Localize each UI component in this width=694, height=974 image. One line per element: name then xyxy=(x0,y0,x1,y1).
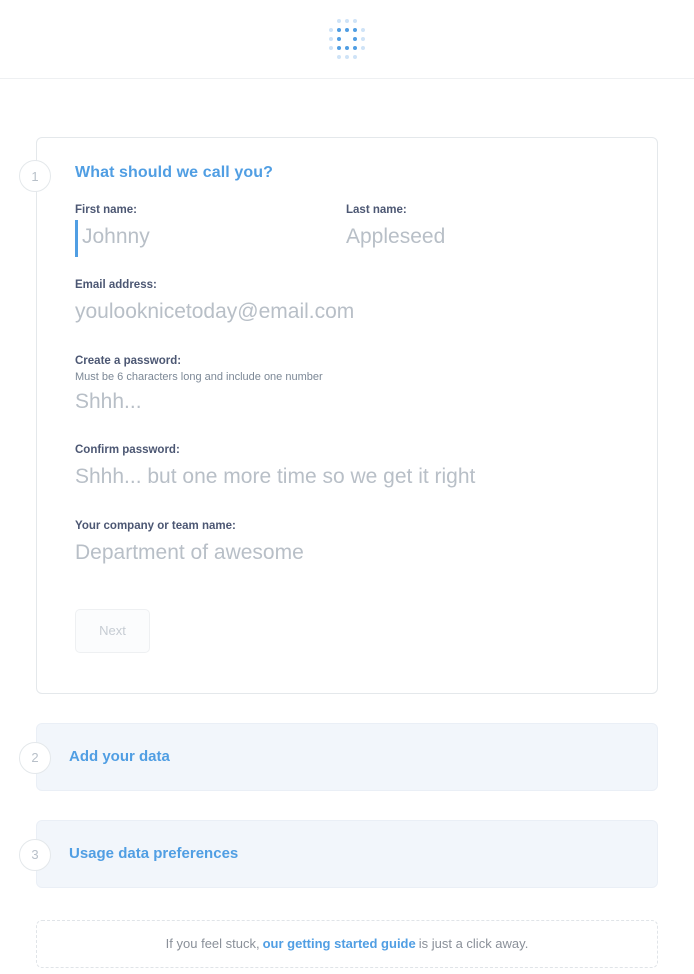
step-3-card[interactable] xyxy=(31,820,658,888)
help-text-before: If you feel stuck, xyxy=(165,936,260,952)
company-label: Your company or team name: xyxy=(75,519,236,532)
confirm-password-label: Confirm password: xyxy=(75,444,180,457)
step-1-title: What should we call you? xyxy=(75,164,273,181)
last-name-field xyxy=(346,204,617,257)
next-button[interactable]: Next xyxy=(75,609,150,653)
metabase-logo-icon xyxy=(327,17,367,61)
step-2-card[interactable] xyxy=(31,723,658,791)
setup-content xyxy=(0,137,694,968)
email-field xyxy=(75,279,617,332)
password-input[interactable] xyxy=(75,385,617,422)
confirm-password-field xyxy=(75,444,617,497)
company-field xyxy=(75,520,617,573)
last-name-input[interactable] xyxy=(346,220,617,257)
email-input[interactable] xyxy=(75,295,617,332)
first-name-label: First name: xyxy=(75,204,137,216)
step-2-title: Add your data xyxy=(69,748,170,766)
step-3-title: Usage data preferences xyxy=(69,845,239,863)
step-1-card xyxy=(31,137,658,694)
first-name-input[interactable] xyxy=(75,220,324,257)
first-name-field xyxy=(75,204,324,257)
confirm-password-input[interactable] xyxy=(75,460,617,497)
password-label: Create a password: xyxy=(75,354,182,367)
password-field xyxy=(75,355,617,422)
password-hint: Must be 6 characters long and include one number xyxy=(75,370,323,383)
email-label: Email address: xyxy=(75,279,157,292)
getting-started-guide-link[interactable]: our getting started guide xyxy=(262,936,416,952)
step-2-badge: 2 xyxy=(19,742,51,774)
company-input[interactable] xyxy=(75,536,617,573)
app-header xyxy=(0,0,694,79)
help-footer xyxy=(36,920,658,968)
last-name-label: Last name: xyxy=(346,204,407,216)
step-1-badge: 1 xyxy=(19,160,51,192)
step-3-badge: 3 xyxy=(19,839,51,871)
help-text-after: is just a click away. xyxy=(418,936,529,952)
